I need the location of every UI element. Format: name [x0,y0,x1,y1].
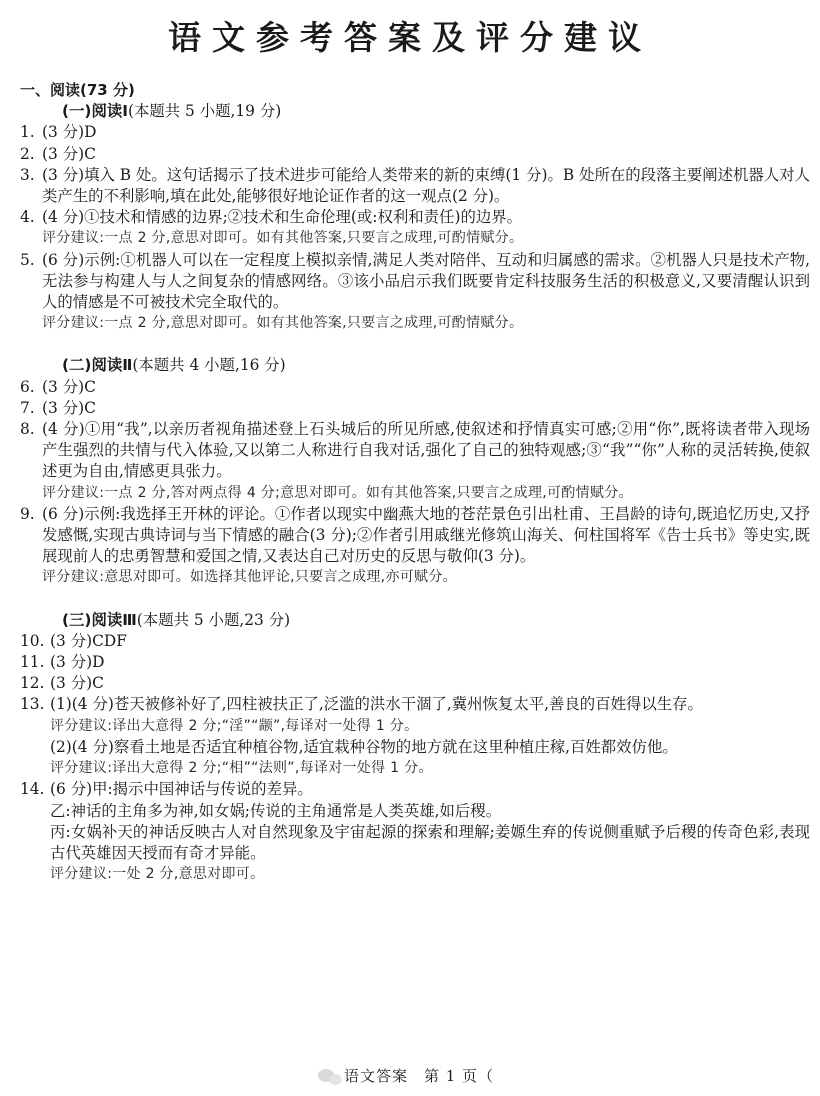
answer-q4 [20,207,810,228]
page-footer [0,1065,820,1086]
question-number: 4. [20,208,35,227]
scoring-note-q14: 评分建议:一处 2 分,意思对即可。 [50,866,265,883]
question-number: 1. [20,123,35,142]
subsection-heading-reading-2 [20,355,810,376]
answer-text: (3 分)C [50,674,104,693]
question-number: 3. [20,165,35,184]
answer-text: (6 分)示例:我选择王开林的评论。①作者以现实中幽燕大地的苍茫景色引出杜甫、王昌龄的诗句,既追忆历史,又抒发感慨,实现古典诗词与当下情感的融合(3 分);②作者引用戚继光修筑山海关、何柱国将军《告士兵书》等史实,既展现前人的忠勇智慧和爱国之情,又表达自己对历史的反思与敬仰(3 分)。 [42,504,810,566]
answer-text: (4 分)①技术和情感的边界;②技术和生命伦理(或:权利和责任)的边界。 [42,208,523,227]
answer-q1 [20,122,810,143]
answer-text: (3 分)CDF [50,631,127,650]
subsection-title: (二)阅读Ⅱ [62,356,133,375]
answer-text: (6 分)示例:①机器人可以在一定程度上模拟亲情,满足人类对陪伴、互动和归属感的需求。②机器人只是技术产物,无法参与构建人与人之间复杂的情感网络。③该小品启示我们既要肯定科技服务生活的积极意义,又要清醒认识到人的情感是不可被技术完全取代的。 [42,250,810,312]
answer-q14 [20,779,810,800]
answer-q2 [20,144,810,165]
answer-text: (1)(4 分)苍天被修补好了,四柱被扶正了,泛滥的洪水干涸了,冀州恢复太平,善良的百姓得以生存。 [50,695,703,714]
answer-content [20,80,810,885]
question-number: 9. [20,504,35,523]
subsection-heading-reading-3 [20,610,810,631]
scoring-note-q4: 评分建议:一点 2 分,意思对即可。如有其他答案,只要言之成理,可酌情赋分。 [42,230,524,247]
spacer [20,334,810,355]
scoring-note-q8: 评分建议:一点 2 分,答对两点得 4 分;意思对即可。如有其他答案,只要言之成理,可酌情赋分。 [42,484,633,501]
question-number: 6. [20,377,35,396]
question-number: 11. [20,653,45,672]
question-number: 13. [20,695,45,714]
question-number: 12. [20,674,45,693]
answer-q14-part3: 丙:女娲补天的神话反映古人对自然现象及宇宙起源的探索和理解;姜嫄生弃的传说侧重赋予后稷的传奇色彩,表现古代英雄因天授而有奇才异能。 [50,822,810,862]
answer-q8 [20,419,810,483]
scoring-note-q13-1: 评分建议:译出大意得 2 分;“淫”“颛”,每译对一处得 1 分。 [50,717,419,734]
answer-q9 [20,504,810,568]
page-title: 语文参考答案及评分建议 [168,18,652,57]
question-number: 8. [20,420,35,439]
scoring-note-q9: 评分建议:意思对即可。如选择其他评论,只要言之成理,亦可赋分。 [42,569,457,586]
answer-q11 [20,652,810,673]
answer-text: (6 分)甲:揭示中国神话与传说的差异。 [50,780,313,799]
answer-q13 [20,694,810,715]
spacer [20,589,810,610]
subsection-info: (本题共 5 小题,23 分) [136,610,291,629]
answer-q13-part2: (2)(4 分)察看土地是否适宜种植谷物,适宜栽种谷物的地方就在这里种植庄稼,百姓都效仿他。 [50,737,678,756]
answer-text: (3 分)C [42,377,96,396]
subsection-info: (本题共 5 小题,19 分) [127,102,282,121]
answer-text: (3 分)C [42,398,96,417]
scoring-note-q13-2: 评分建议:译出大意得 2 分;“相”“法则”,每译对一处得 1 分。 [50,760,433,777]
answer-text: (3 分)D [50,653,105,672]
section-heading-reading: 一、阅读(73 分) [20,81,135,99]
question-number: 10. [20,631,45,650]
subsection-heading-reading-1 [20,101,810,122]
scoring-note-q5: 评分建议:一点 2 分,意思对即可。如有其他答案,只要言之成理,可酌情赋分。 [42,315,524,332]
subsection-title: (三)阅读Ⅲ [62,610,137,629]
answer-q12 [20,673,810,694]
answer-text: (4 分)①用“我”,以亲历者视角描述登上石头城后的所见所感,使叙述和抒情真实可感;②用“你”,既将读者带入现场产生强烈的共情与代入体验,又以第二人称进行自我对话,强化了自己的独特观感;③“我”“你”人称的灵活转换,使叙述更为自由,情感更具张力。 [42,420,810,481]
answer-q7 [20,398,810,419]
question-number: 7. [20,398,35,417]
subsection-title: (一)阅读Ⅰ [62,102,128,121]
answer-q14-part2: 乙:神话的主角多为神,如女娲;传说的主角通常是人类英雄,如后稷。 [50,801,502,820]
subsection-info: (本题共 4 小题,16 分) [132,356,286,375]
question-number: 14. [20,780,45,799]
answer-text: (3 分)C [42,144,96,163]
answer-q3 [20,165,810,207]
answer-q6 [20,377,810,398]
answer-text: (3 分)填入 B 处。这句话揭示了技术进步可能给人类带来的新的束缚(1 分)。B 处所在的段落主要阐述机器人对人类产生的不利影响,填在此处,能够很好地论证作者的这一观点(2 分)。 [42,165,810,206]
answer-q5 [20,250,810,314]
answer-q10 [20,631,810,652]
wechat-icon [318,1068,344,1086]
footer-page-label: 语文答案 第 1 页（ [343,1067,495,1085]
question-number: 5. [20,250,35,269]
question-number: 2. [20,144,35,163]
answer-text: (3 分)D [42,123,97,142]
